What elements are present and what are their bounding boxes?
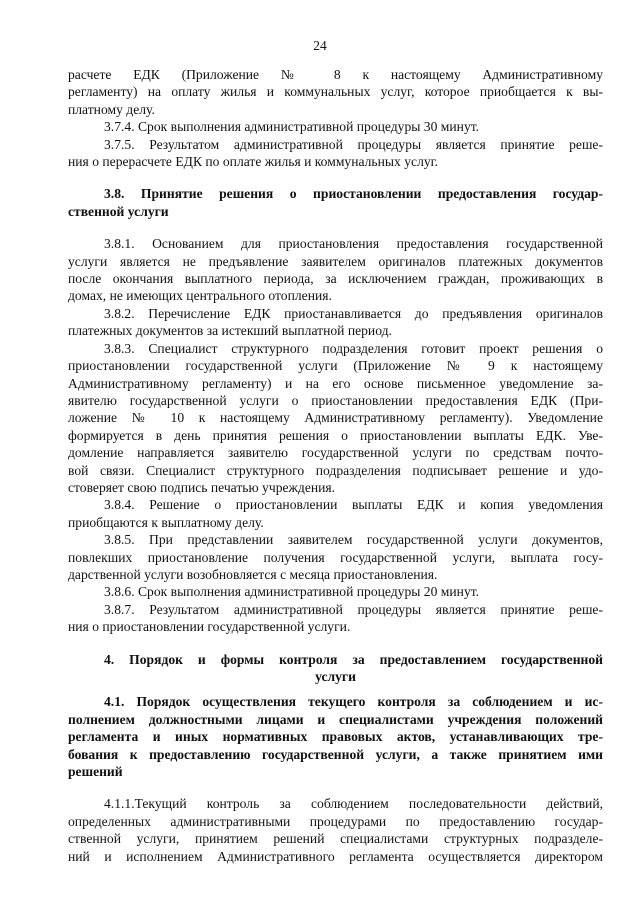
- text-line: ний и исполнением Административного регламента осуществляется директором: [68, 848, 603, 864]
- text-line: домах, не имеющих центрального отопления.: [68, 288, 332, 304]
- text-line: Административному регламенту) и на его основе письменное уведомление за-: [68, 375, 603, 391]
- text-line: 3.8.4. Решение о приостановлении выплаты ЕДК и копия уведомления: [104, 497, 603, 513]
- text-line: 3.8.3. Специалист структурного подразделения готовит проект решения о: [104, 340, 603, 356]
- text-line: 4.1.1.Текущий контроль за соблюдением последовательности действий,: [104, 796, 603, 812]
- heading-line: услуги: [315, 669, 356, 684]
- text-line: приобщаются к выплатному делу.: [68, 514, 264, 530]
- text-line: определенных административными процедурами по предоставлению государ-: [68, 813, 603, 829]
- text-line: платежных документов за истекший выплатной период.: [68, 323, 392, 339]
- text-line: повлекших приостановление получения государственной услуги, выплата госу-: [68, 549, 603, 565]
- section-3-8-body: [68, 235, 603, 635]
- text-line: после окончания выплатного периода, за исключением граждан, проживающих в: [68, 271, 603, 287]
- section-heading-4: [68, 651, 603, 686]
- heading-line: 4.1. Порядок осуществления текущего контроля за соблюдением и ис-: [104, 694, 603, 710]
- text-line: услуги является не предъявление заявителем оригиналов платежных документов: [68, 253, 603, 269]
- text-line: 3.8.2. Перечисление ЕДК приостанавливается до предъявления оригиналов: [104, 305, 603, 321]
- section-4-1-1-body: [68, 795, 603, 865]
- text-line: ложение № 10 к настоящему Административному регламенту). Уведомление: [68, 410, 603, 426]
- text-line: стоверяет свою подпись печатью учреждения.: [68, 479, 336, 495]
- text-line: 3.8.6. Срок выполнения административной процедуры 20 минут.: [104, 584, 480, 600]
- text-line: ственной услуги, принятием решений специалистами структурных подразделе-: [68, 831, 603, 847]
- text-line: приостановлении государственной услуги (Приложение № 9 к настоящему: [68, 358, 603, 374]
- heading-line: регламента и иных нормативных правовых актов, устанавливающих тре-: [68, 729, 603, 745]
- section-heading-3-8: [68, 185, 603, 220]
- text-line: домление направляется заявителю государственной услуги по средствам почто-: [68, 445, 603, 461]
- text-line: платному делу.: [68, 101, 155, 117]
- heading-line: 3.8. Принятие решения о приостановлении предоставления государ-: [104, 186, 603, 202]
- text-line: расчете ЕДК (Приложение № 8 к настоящему Административному: [68, 67, 603, 82]
- heading-line: бования к предоставлению государственной услуги, а также принятием ими: [68, 746, 603, 762]
- page-number: 24: [313, 38, 327, 53]
- text-line: формируется в день принятия решения о приостановлении выплаты ЕДК. Уве-: [68, 427, 603, 443]
- text-line: регламенту) на оплату жилья и коммунальных услуг, которое приобщается к вы-: [68, 84, 603, 100]
- text-line: ния о приостановлении государственной услуги.: [68, 619, 351, 635]
- heading-line: ственной услуги: [68, 203, 169, 219]
- text-line: 3.8.7. Результатом административной процедуры является принятие реше-: [104, 601, 603, 617]
- text-line: 3.8.1. Основанием для приостановления предоставления государственной: [104, 236, 603, 252]
- text-line: дарственной услуги возобновляется с месяца приостановления.: [68, 566, 438, 582]
- text-line: 3.7.4. Срок выполнения административной процедуры 30 минут.: [104, 119, 480, 135]
- section-heading-4-1: [68, 693, 603, 780]
- text-line: вой связи. Специалист структурного подразделения подписывает решение и удо-: [68, 462, 603, 478]
- text-line: 3.7.5. Результатом административной процедуры является принятие реше-: [104, 136, 603, 152]
- text-line: явителю государственной услуги о приостановлении предоставления ЕДК (При-: [68, 392, 603, 408]
- page-body: [68, 66, 603, 865]
- heading-line: решений: [68, 764, 123, 780]
- text-line: 3.8.5. При представлении заявителем государственной услуги документов,: [104, 532, 603, 548]
- heading-line: полнением должностными лицами и специалистами учреждения положений: [68, 711, 603, 727]
- text-line: ния о перерасчете ЕДК по оплате жилья и коммунальных услуг.: [68, 154, 439, 170]
- heading-line: 4. Порядок и формы контроля за предоставлением государственной: [104, 651, 603, 667]
